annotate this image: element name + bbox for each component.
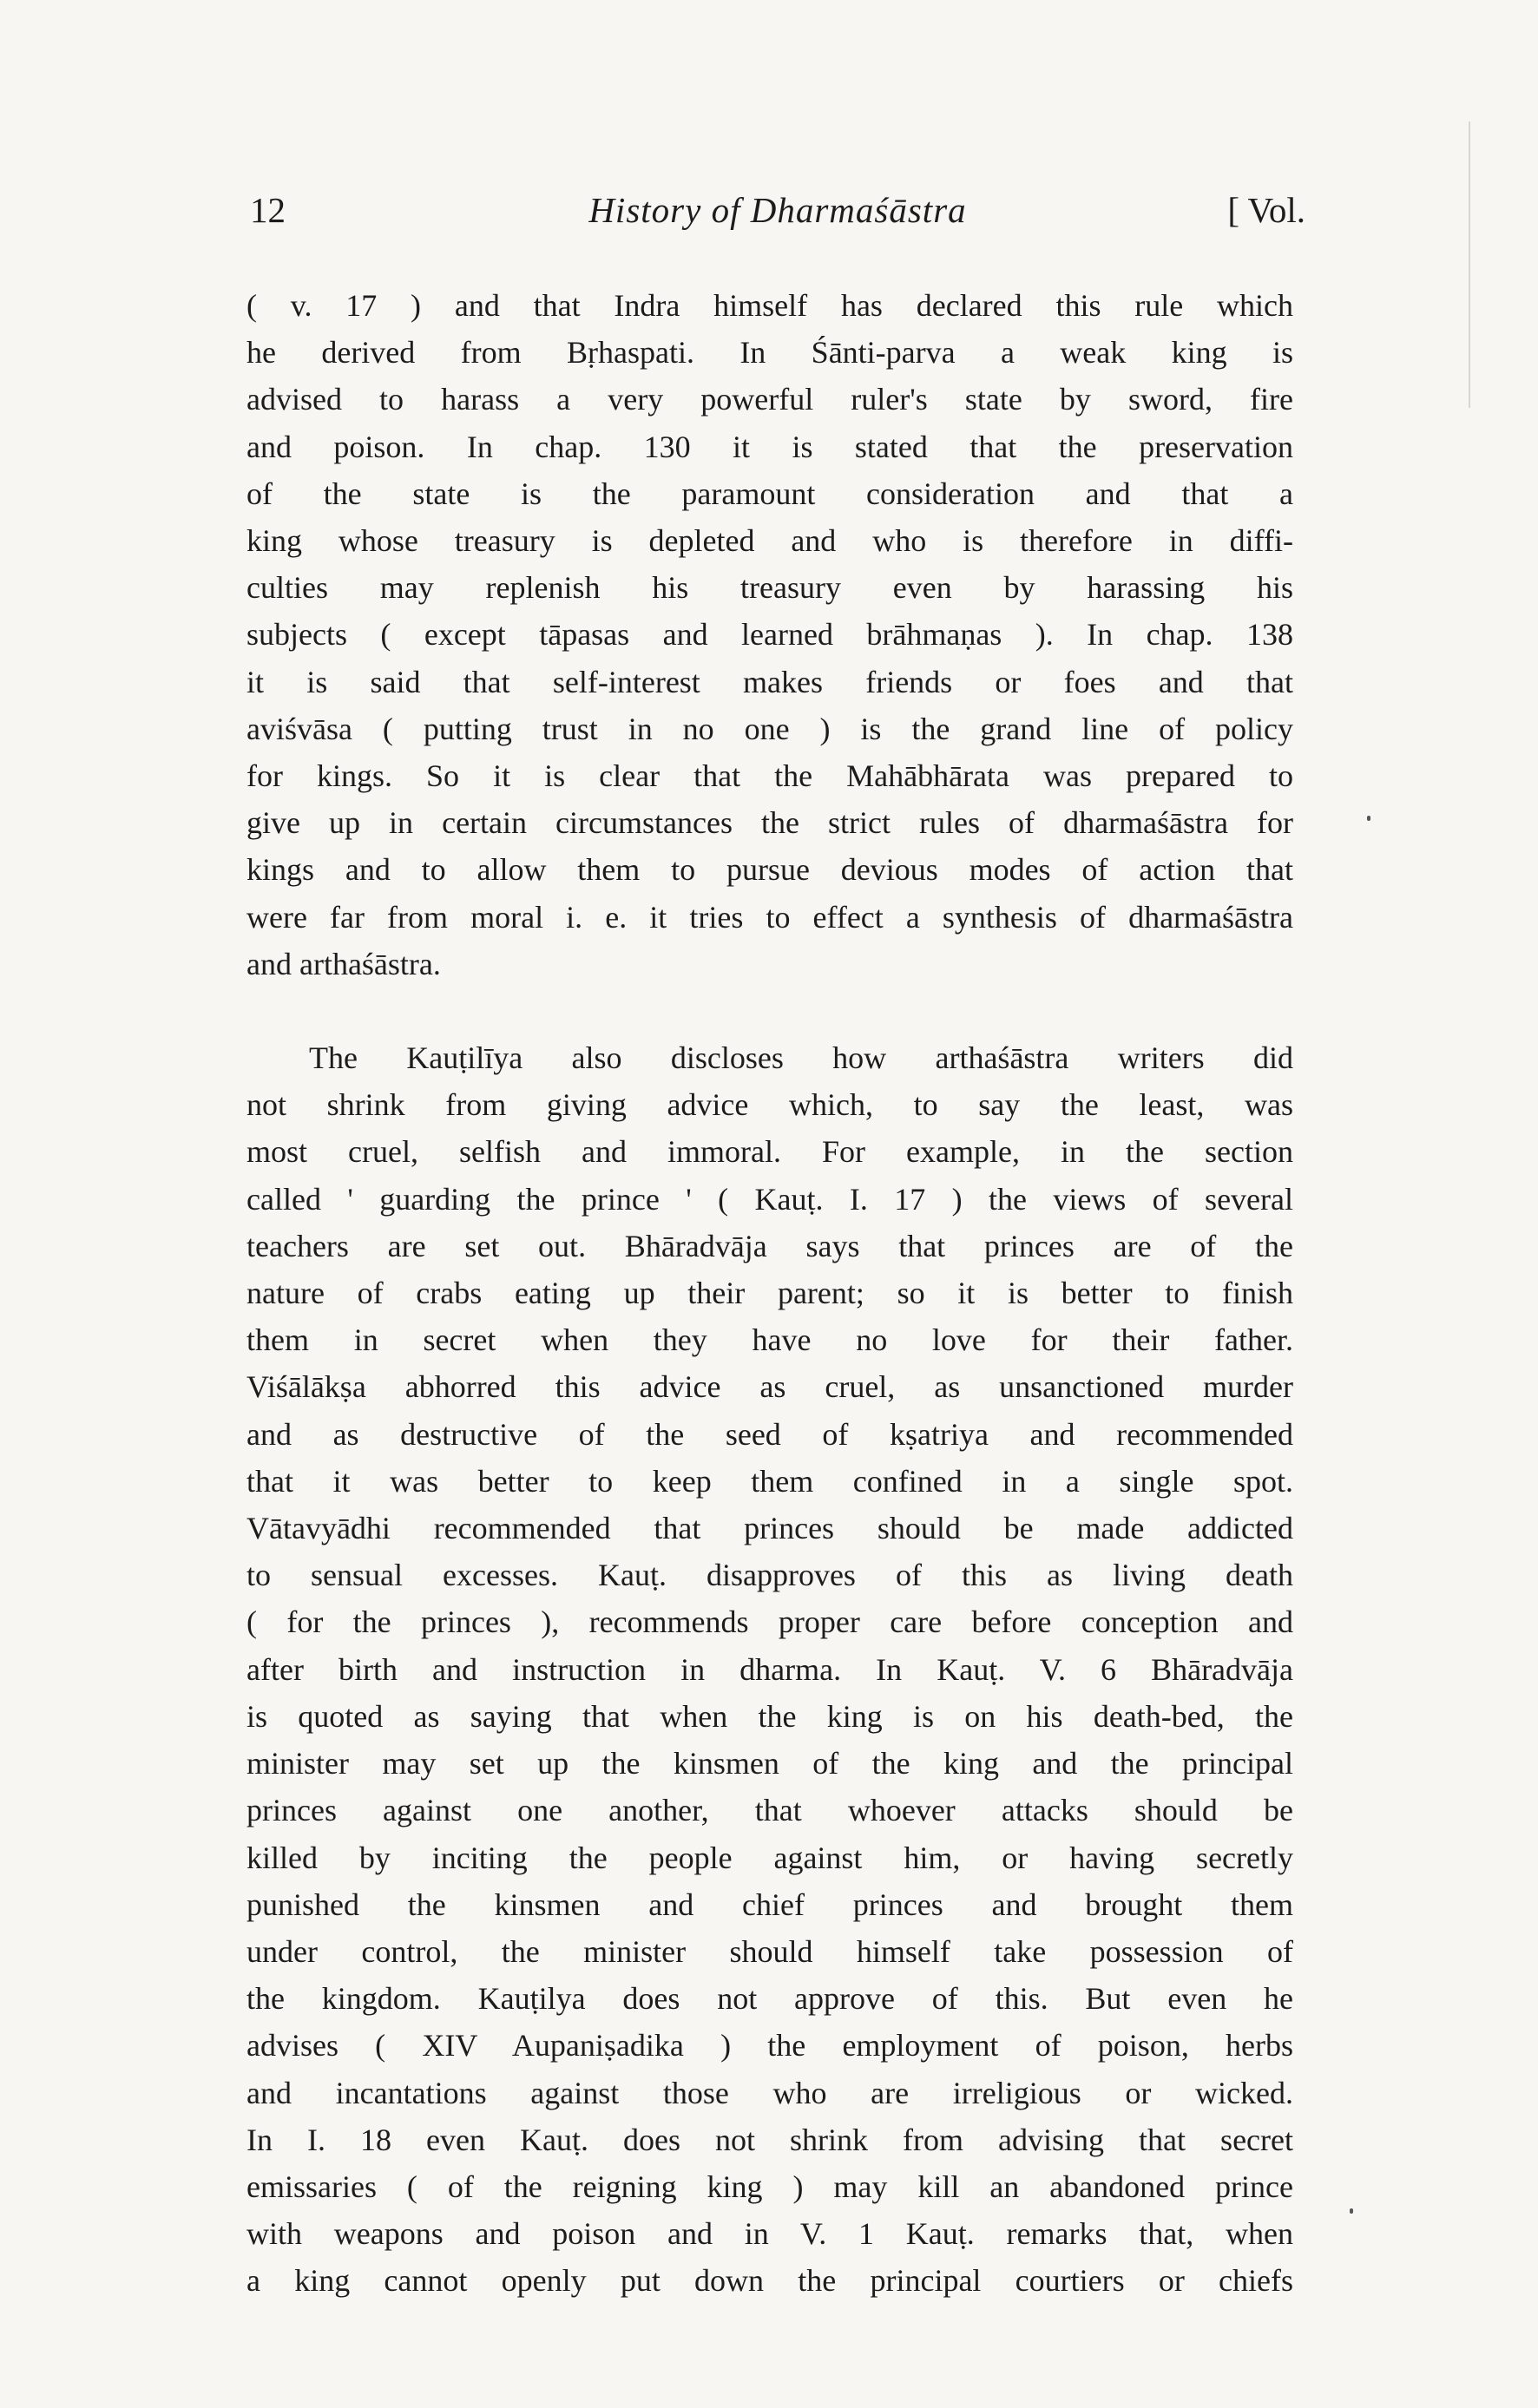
text-line: kings and to allow them to pursue devious modes of action that	[246, 852, 1293, 888]
text-line: king whose treasury is depleted and who is therefore in diffi-	[246, 523, 1293, 559]
text-line: and poison. In chap. 130 it is stated that the preservation	[246, 429, 1293, 464]
margin-rule	[1469, 121, 1470, 408]
text-line: he derived from Bṛhaspati. In Śānti-parva a weak king is	[246, 335, 1293, 371]
text-line: and incantations against those who are irreligious or wicked.	[246, 2075, 1293, 2110]
text-line: culties may replenish his treasury even by harassing his	[246, 570, 1293, 606]
text-line: and arthaśāstra.	[246, 946, 441, 981]
text-line: for kings. So it is clear that the Mahābhārata was prepared to	[246, 758, 1293, 794]
text-line: Vātavyādhi recommended that princes should be made addicted	[246, 1511, 1293, 1546]
text-line: ( for the princes ), recommends proper care before conception and	[246, 1604, 1293, 1640]
text-line: and as destructive of the seed of kṣatriya and recommended	[246, 1416, 1293, 1452]
text-line: teachers are set out. Bhāradvāja says that princes are of the	[246, 1228, 1293, 1263]
paragraph	[246, 1034, 1293, 2304]
print-speck	[1350, 2208, 1353, 2214]
text-line: emissaries ( of the reigning king ) may kill an abandoned prince	[246, 2169, 1293, 2204]
page-number: 12	[250, 190, 286, 230]
text-line: The Kauṭilīya also discloses how arthaśāstra writers did	[309, 1040, 1293, 1076]
book-title: History of Dharmaśāstra	[588, 190, 967, 230]
text-line: under control, the minister should himself take possession of	[246, 1933, 1293, 1969]
text-line: give up in certain circumstances the strict rules of dharmaśāstra for	[246, 805, 1293, 841]
text-line: with weapons and poison and in V. 1 Kauṭ. remarks that, when	[246, 2216, 1293, 2252]
text-line: after birth and instruction in dharma. In Kauṭ. V. 6 Bhāradvāja	[246, 1651, 1293, 1687]
text-line: nature of crabs eating up their parent; so it is better to finish	[246, 1276, 1293, 1311]
paragraph	[246, 282, 1293, 987]
text-line: a king cannot openly put down the principal courtiers or chiefs	[246, 2263, 1293, 2299]
body-text	[246, 282, 1293, 2305]
text-line: not shrink from giving advice which, to say the least, was	[246, 1087, 1293, 1123]
text-line: were far from moral i. e. it tries to effect a synthesis of dharmaśāstra	[246, 899, 1293, 935]
running-head	[250, 189, 1305, 259]
text-line: that it was better to keep them confined in a single spot.	[246, 1463, 1293, 1499]
text-line: aviśvāsa ( putting trust in no one ) is the grand line of policy	[246, 711, 1293, 746]
text-line: advises ( XIV Aupaniṣadika ) the employment of poison, herbs	[246, 2028, 1293, 2064]
text-line: called ' guarding the prince ' ( Kauṭ. I. 17 ) the views of several	[246, 1181, 1293, 1217]
text-line: of the state is the paramount consideration and that a	[246, 476, 1293, 511]
text-line: minister may set up the kinsmen of the king and the principal	[246, 1746, 1293, 1781]
text-line: them in secret when they have no love for their father.	[246, 1322, 1293, 1358]
text-line: advised to harass a very powerful ruler's state by sword, fire	[246, 382, 1293, 417]
text-line: it is said that self-interest makes friends or foes and that	[246, 664, 1293, 699]
print-speck	[1367, 816, 1370, 821]
text-line: to sensual excesses. Kauṭ. disapproves of this as living death	[246, 1558, 1293, 1593]
text-line: princes against one another, that whoever attacks should be	[246, 1793, 1293, 1828]
text-line: is quoted as saying that when the king is on his death-bed, the	[246, 1698, 1293, 1734]
text-line: In I. 18 even Kauṭ. does not shrink from advising that secret	[246, 2122, 1293, 2157]
text-line: ( v. 17 ) and that Indra himself has declared this rule which	[246, 288, 1293, 323]
text-line: Viśālākṣa abhorred this advice as cruel, as unsanctioned murder	[246, 1369, 1293, 1405]
text-line: most cruel, selfish and immoral. For example, in the section	[246, 1134, 1293, 1170]
volume-label: [ Vol.	[1227, 190, 1305, 230]
text-line: subjects ( except tāpasas and learned brāhmaṇas ). In chap. 138	[246, 617, 1293, 653]
text-line: the kingdom. Kauṭilya does not approve of this. But even he	[246, 1981, 1293, 2017]
text-line: killed by inciting the people against him, or having secretly	[246, 1840, 1293, 1875]
text-line: punished the kinsmen and chief princes and brought them	[246, 1886, 1293, 1922]
